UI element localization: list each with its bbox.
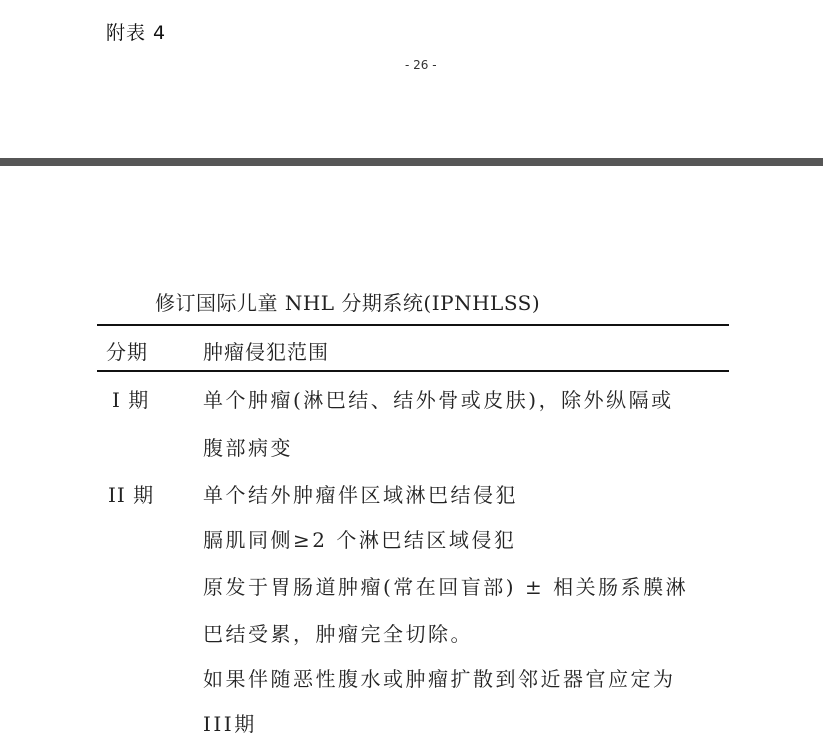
table-title: 修订国际儿童 NHL 分期系统(IPNHLSS)	[155, 291, 541, 315]
scope-line: 巴结受累，肿瘤完全切除。	[203, 622, 473, 646]
previous-page-bottom	[0, 0, 823, 158]
table-top-rule	[97, 324, 729, 326]
stage-label: II 期	[108, 483, 155, 507]
page-separator	[0, 158, 823, 166]
scope-line: 单个肿瘤(淋巴结、结外骨或皮肤)，除外纵隔或	[203, 388, 674, 412]
appendix-label: 附表 4	[106, 22, 167, 44]
scope-line: 单个结外肿瘤伴区域淋巴结侵犯	[203, 483, 518, 507]
header-scope: 肿瘤侵犯范围	[203, 340, 329, 364]
stage-label: I 期	[112, 388, 150, 412]
page-number: - 26 -	[405, 58, 437, 72]
header-stage: 分期	[106, 340, 148, 364]
table-header-row	[0, 336, 823, 366]
scope-line: 腹部病变	[203, 436, 293, 460]
scope-line: III期	[203, 712, 257, 736]
table-header-rule	[97, 370, 729, 372]
scope-line: 原发于胃肠道肿瘤(常在回盲部) ± 相关肠系膜淋	[203, 575, 689, 599]
scope-line: 膈肌同侧≥2 个淋巴结区域侵犯	[203, 528, 517, 552]
scope-line: 如果伴随恶性腹水或肿瘤扩散到邻近器官应定为	[203, 667, 676, 691]
